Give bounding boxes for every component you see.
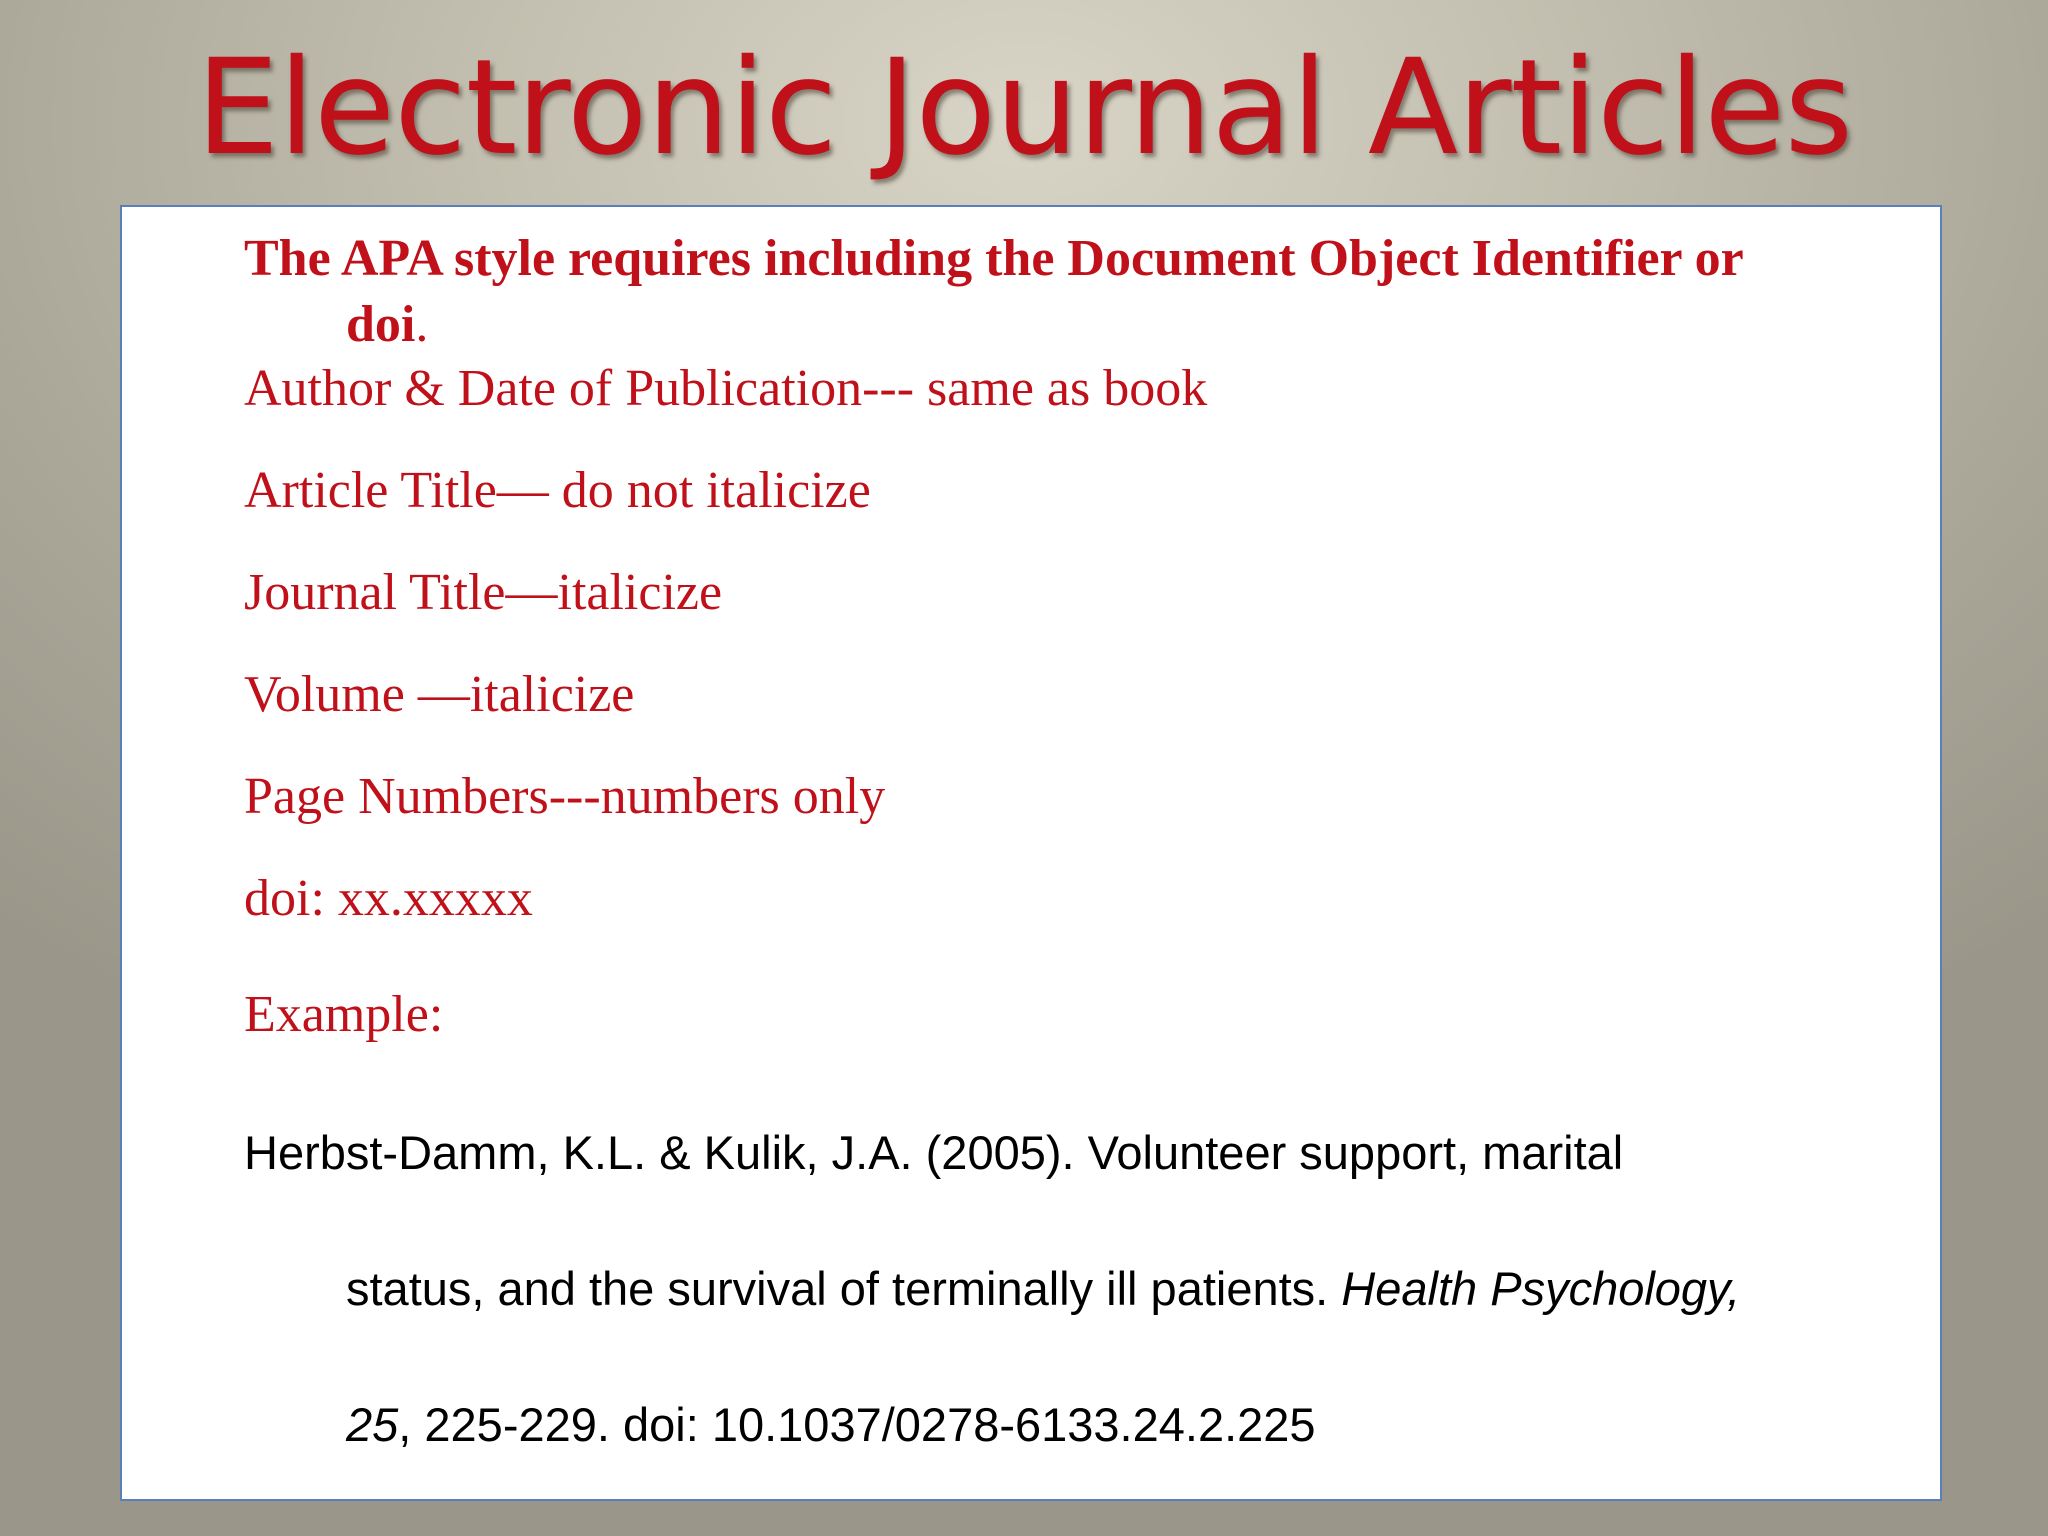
- intro-text-line-2: [346, 295, 428, 355]
- doi-term: doi: [346, 296, 416, 353]
- slide-title: Electronic Journal Articles: [195, 31, 1853, 185]
- field-journal-title: Journal Title—italicize: [244, 564, 723, 621]
- field-author-date: Author & Date of Publication--- same as book: [244, 360, 1208, 417]
- field-article-title: Article Title— do not italicize: [244, 462, 871, 519]
- intro-period: .: [415, 296, 429, 353]
- field-page-numbers: Page Numbers---numbers only: [244, 768, 886, 825]
- citation-volume: 25: [346, 1398, 399, 1451]
- citation-journal-title: Health Psychology,: [1341, 1262, 1741, 1315]
- example-label: Example:: [244, 986, 444, 1043]
- citation-article-title: status, and the survival of terminally ill patients.: [346, 1262, 1342, 1315]
- citation-line-1: Herbst-Damm, K.L. & Kulik, J.A. (2005). Volunteer support, marital: [244, 1126, 1624, 1179]
- intro-text-line-1: The APA style requires including the Document Object Identifier or: [244, 230, 1744, 287]
- citation-line-3: [346, 1395, 1316, 1455]
- citation-pages-doi: , 225-229. doi: 10.1037/0278-6133.24.2.225: [398, 1398, 1316, 1451]
- field-doi: doi: xx.xxxxx: [244, 870, 533, 927]
- citation-line-2: [346, 1259, 1740, 1319]
- field-volume: Volume —italicize: [244, 666, 635, 723]
- content-box: [120, 205, 1942, 1501]
